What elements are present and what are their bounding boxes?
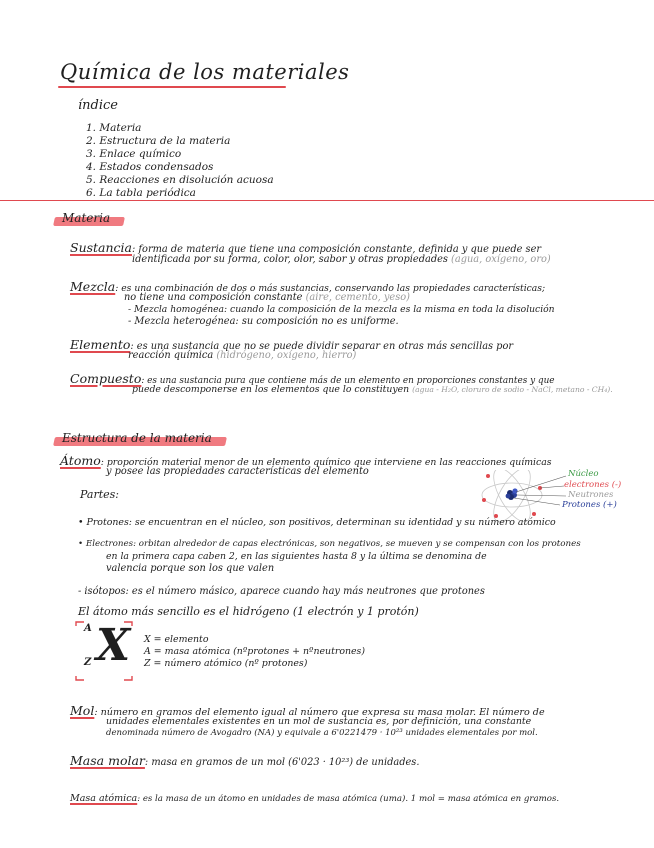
elemento-line2: reacción química [128, 350, 214, 361]
atom-label-electrones: electrones (-) [564, 480, 622, 490]
section-heading-text: Materia [62, 211, 111, 225]
electrones-line3: valencia porque son los que valen [106, 563, 275, 574]
protones-text: • Protones: se encuentran en el núcleo, son positivos, determinan su identidad y su número atómico [78, 517, 556, 528]
partes-label: Partes: [80, 488, 120, 501]
section-heading-estructura [58, 430, 218, 447]
notation-z: Z [84, 657, 92, 668]
mezcla-examples: (aire, cemento, yeso) [305, 292, 410, 303]
mezcla-line2: no tiene una composición constante [124, 292, 303, 303]
mol-line2: unidades elementales existentes en un mol de sustancia es, por definición, una constante [106, 716, 532, 727]
compuesto-examples: (agua - H₂O, cloruro de sodio - NaCl, metano - CH₄). [412, 385, 613, 394]
index-item: 3. Enlace químico [86, 148, 182, 160]
elemento-line2-row [128, 349, 356, 362]
masa-atomica-text: : es la masa de un átomo en unidades de masa atómica (uma). 1 mol = masa atómica en gramos. [137, 794, 560, 804]
definition-masa-atomica [70, 786, 559, 806]
mezcla-heterogenea: - Mezcla heterogénea: su composición no es uniforme. [128, 316, 399, 327]
atom-label-neutrones: Neutrones [568, 490, 614, 500]
electron-dot [486, 474, 490, 478]
atomo-line1: : proporción material menor de un elemento químico que interviene en las reacciones químicas [100, 457, 552, 468]
term-sustancia: Sustancia [70, 240, 133, 255]
index-item: 5. Reacciones en disolución acuosa [86, 174, 274, 186]
atom-label-protones: Protones (+) [562, 500, 617, 510]
masa-molar-text: : masa en gramos de un mol (6'023 · 10²³) de unidades. [144, 757, 420, 768]
elemento-line1: : es una sustancia que no se puede dividir separar en otras más sencillas por [130, 341, 514, 352]
nucleus-particle [512, 488, 517, 493]
isotopos-text: - isótopos: es el número másico, aparece cuando hay más neutrones que protones [78, 586, 485, 597]
notation-z-def: Z = número atómico (nº protones) [144, 658, 308, 669]
compuesto-line2-row [132, 383, 613, 396]
mol-line1: : número en gramos del elemento igual al número que expresa su masa molar. El número de [94, 707, 545, 718]
notation-a: A [84, 623, 92, 634]
section-heading-text: Estructura de la materia [62, 431, 212, 445]
definition-masa-molar [70, 750, 419, 769]
elemento-examples: (hidrógeno, oxígeno, hierro) [216, 350, 357, 361]
bracket-corner [124, 676, 132, 680]
index-item: 2. Estructura de la materia [86, 135, 231, 147]
compuesto-line1: : es una sustancia pura que contiene más de un elemento en proporciones constantes y que [141, 376, 555, 386]
mol-line3: denominada número de Avogadro (NA) y equivale a 6'0221479 · 10²³ unidades elementales por mol. [106, 728, 538, 738]
nucleus-particle [506, 494, 511, 499]
notation-symbol: X [96, 620, 131, 671]
term-mezcla: Mezcla [70, 279, 116, 294]
term-masa-molar: Masa molar [70, 753, 145, 768]
page-title: Química de los materiales [60, 60, 350, 84]
compuesto-line2: puede descomponerse en los elementos que lo constituyen [132, 384, 410, 395]
sustancia-line2: identificada por su forma, color, olor, sabor y otras propiedades [132, 254, 448, 265]
label-leader-line [540, 486, 564, 488]
index-item: 6. La tabla periódica [86, 187, 196, 199]
section-divider [0, 200, 654, 201]
title-underline [58, 86, 286, 88]
mezcla-line1: : es una combinación de dos o más sustancias, conservando las propiedades características; [115, 283, 546, 294]
sustancia-examples: (agua, oxígeno, oro) [451, 254, 551, 265]
bracket-corner [76, 622, 84, 626]
hidrogeno-text: El átomo más sencillo es el hidrógeno (1 electrón y 1 protón) [78, 605, 419, 618]
index-list [86, 122, 274, 200]
term-compuesto: Compuesto [70, 371, 142, 386]
sustancia-line2-row [132, 253, 551, 266]
atomo-line2: y posee las propiedades características del elemento [106, 466, 369, 477]
sustancia-line1: : forma de materia que tiene una composición constante, definida y que puede ser [132, 244, 542, 255]
index-item: 1. Materia [86, 122, 142, 134]
mezcla-homogenea: - Mezcla homogénea: cuando la composición de la mezcla es la misma en toda la disolución [128, 304, 555, 315]
electron-dot [482, 498, 486, 502]
term-atomo: Átomo [60, 453, 101, 468]
section-heading-materia [58, 210, 116, 227]
bracket-corner [76, 676, 84, 680]
atom-label-nucleo: Núcleo [568, 469, 599, 479]
index-heading: índice [78, 98, 118, 113]
term-masa-atomica: Masa atómica [70, 793, 138, 804]
term-mol: Mol [70, 703, 95, 718]
term-elemento: Elemento [70, 337, 131, 352]
index-item: 4. Estados condensados [86, 161, 214, 173]
label-leader-line [517, 495, 566, 496]
notation-x-def: X = elemento [144, 634, 209, 645]
electrones-line2: en la primera capa caben 2, en las siguientes hasta 8 y la última se denomina de [106, 551, 487, 562]
notation-a-def: A = masa atómica (nºprotones + nºneutrones) [144, 646, 366, 657]
electrones-line1: • Electrones: orbitan alrededor de capas electrónicas, son negativos, se mueven y se compensan con los protones [78, 539, 581, 549]
